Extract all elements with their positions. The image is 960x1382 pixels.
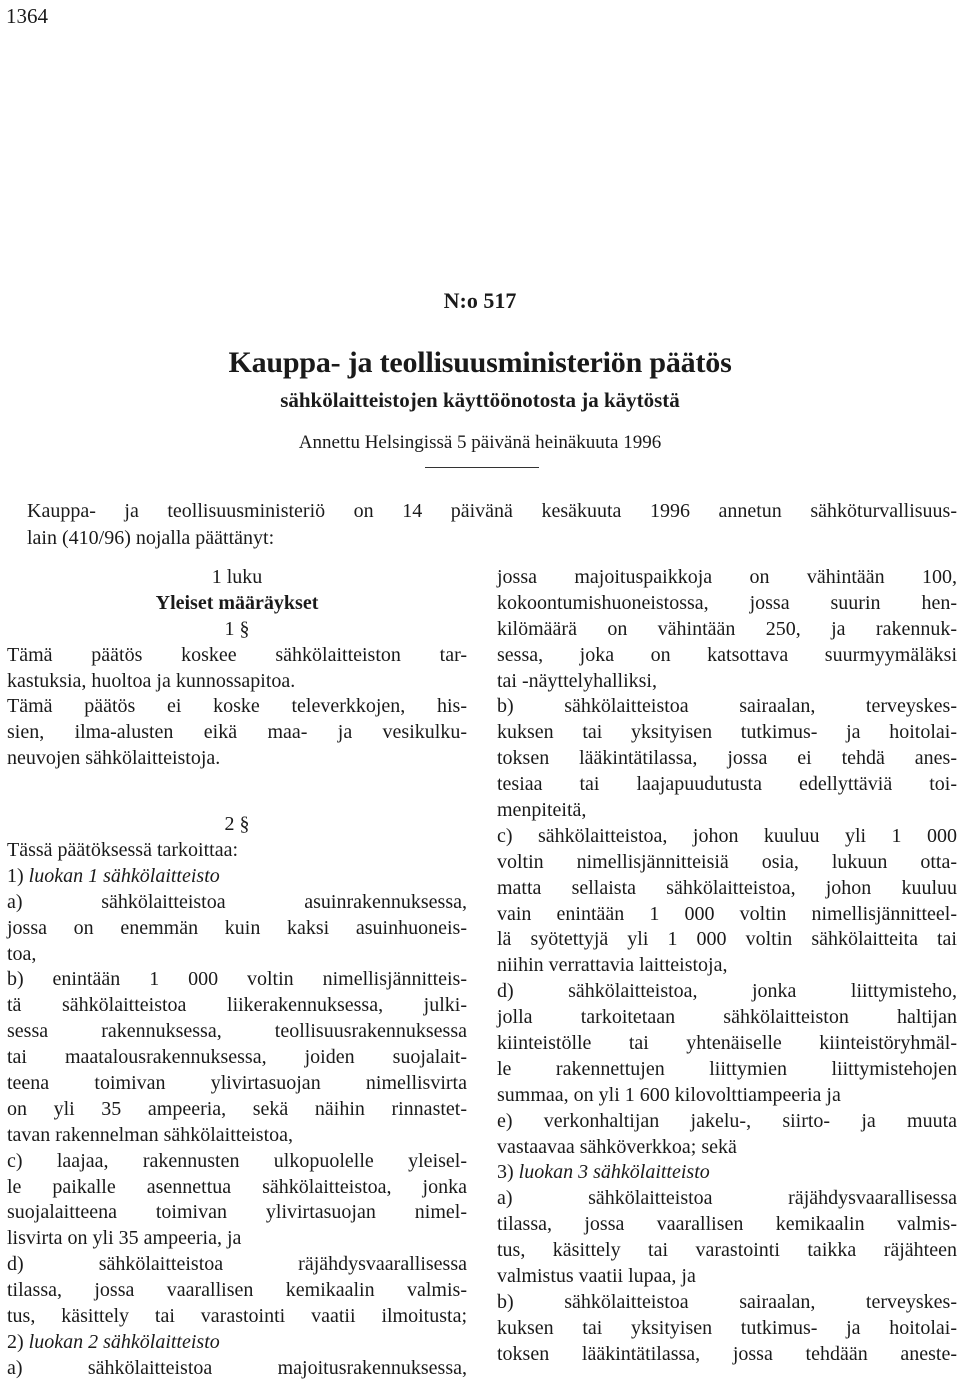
section-1-line: kastuksia, huoltoa ja kunnossapitoa. <box>7 669 296 692</box>
section-2-line: d) sähkölaitteistoa räjähdysvaarallisessa <box>7 1253 467 1276</box>
section-2-line: on yli 35 ampeeria, sekä näihin rinnastet- <box>7 1097 467 1120</box>
section-2-line: suojalaitteena toimivan ylivirtasuojan nimel- <box>7 1201 467 1224</box>
class-2-number: 2) <box>7 1330 24 1353</box>
section-2-intro: Tässä päätöksessä tarkoittaa: <box>7 839 239 862</box>
section-2-line: sessa rakennuksessa, teollisuusrakennuksessa <box>7 1020 467 1043</box>
section-2-line: a) sähkölaitteistoa majoitusrakennuksessa, <box>7 1356 467 1379</box>
class-2-heading <box>7 1330 467 1356</box>
document-subtitle: sähkölaitteistojen käyttöönotosta ja käytöstä <box>280 388 680 412</box>
section-2-line: tä sähkölaitteistoa liikerakennuksessa, julki- <box>7 994 467 1017</box>
right-line: le rakennettujen liittymien liittymistehojen <box>497 1057 957 1080</box>
right-line: summaa, on yli 1 600 kilovolttiampeeria ja <box>497 1083 841 1106</box>
right-line: tesiaa tai laajapuudutusta edellyttäviä toi- <box>497 773 957 796</box>
section-2-line: jossa on enemmän kuin kaksi asuinhuoneis- <box>7 916 467 939</box>
section-2-line: tus, käsittely tai varastointi vaatii ilmoitusta; <box>7 1305 467 1328</box>
right-line: vain enintään 1 000 voltin nimellisjännitteel- <box>497 902 957 925</box>
right-line: a) sähkölaitteistoa räjähdysvaarallisessa <box>497 1187 957 1210</box>
class-1-heading <box>7 864 467 890</box>
right-line: kiinteistölle tai yhtenäiselle kiinteistöryhmäl- <box>497 1032 957 1055</box>
right-line: tus, käsittely tai varastointi taikka räjähteen <box>497 1239 957 1262</box>
page-number: 1364 <box>6 4 48 28</box>
preamble-line: Kauppa- ja teollisuusministeriö on 14 päivänä kesäkuuta 1996 annetun sähköturvallisuus- <box>27 500 957 522</box>
chapter-title: Yleiset määräykset <box>155 591 319 614</box>
section-1-line: Tämä päätös ei koske televerkkojen, his- <box>7 695 467 718</box>
class-1-number: 1) <box>7 864 24 887</box>
section-2-line: le paikalle asennettua sähkölaitteistoa, jonka <box>7 1175 467 1198</box>
class-2-label: luokan 2 sähkölaitteisto <box>28 1330 220 1353</box>
section-1-line: Tämä päätös koskee sähkölaitteiston tar- <box>7 643 467 666</box>
right-line: sessa, joka on katsottava suurmyymäläksi <box>497 643 957 666</box>
right-line: lä syötettyjä yli 1 000 voltin sähkölaitteita tai <box>497 928 957 951</box>
right-line: niihin verrattavia laitteistoja, <box>497 954 728 977</box>
class-1-label: luokan 1 sähkölaitteisto <box>28 864 220 887</box>
document-title: Kauppa- ja teollisuusministeriön päätös <box>228 346 732 379</box>
chapter-heading: 1 luku <box>211 566 263 588</box>
right-line: jolla tarkoitetaan sähkölaitteiston haltijan <box>497 1006 957 1029</box>
issue-date-line: Annettu Helsingissä 5 päivänä heinäkuuta 1996 <box>298 432 662 453</box>
right-line: b) sähkölaitteistoa sairaalan, terveyskes- <box>497 1290 957 1313</box>
title-divider <box>425 467 539 468</box>
section-2-label: 2 § <box>224 813 250 836</box>
section-2-line: tilassa, jossa vaarallisen kemikaalin valmis- <box>7 1279 467 1302</box>
preamble-line: lain (410/96) nojalla päättänyt: <box>27 527 275 549</box>
section-2-line: a) sähkölaitteistoa asuinrakennuksessa, <box>7 890 467 913</box>
right-column <box>497 565 957 1368</box>
right-line: jossa majoituspaikkoja on vähintään 100, <box>497 566 957 588</box>
class-3-heading <box>497 1160 957 1186</box>
left-column <box>7 565 467 1382</box>
right-line: tai -näyttelyhalliksi, <box>497 669 657 692</box>
section-1-line: sien, ilma-alusten eikä maa- ja vesikulku- <box>7 721 467 744</box>
right-line: kuksen tai yksityisen tutkimus- ja hoitolai- <box>497 721 957 744</box>
right-line: d) sähkölaitteistoa, jonka liittymisteho, <box>497 980 957 1003</box>
right-line: toksen lääkintätilassa, jossa tehdään aneste- <box>497 1342 957 1365</box>
right-line: kuksen tai yksityisen tutkimus- ja hoitolai- <box>497 1316 957 1339</box>
section-2-line: b) enintään 1 000 voltin nimellisjännitteis- <box>7 968 467 991</box>
section-2-line: toa, <box>7 942 37 965</box>
document-number: N:o 517 <box>443 288 517 313</box>
preamble <box>27 498 957 552</box>
section-2-line: c) laajaa, rakennusten ulkopuolelle yleisel- <box>7 1149 467 1172</box>
right-line: menpiteitä, <box>497 799 587 822</box>
section-2-line: tavan rakennelman sähkölaitteistoa, <box>7 1123 294 1146</box>
section-1-label: 1 § <box>224 617 250 640</box>
section-2-line: tai maatalousrakennuksessa, joiden suojalait- <box>7 1046 467 1069</box>
right-line: kokoontumishuoneistossa, jossa suurin hen- <box>497 591 957 614</box>
right-line: voltin nimellisjännitteisiä osia, lukuun otta- <box>497 850 957 873</box>
right-line: b) sähkölaitteistoa sairaalan, terveyskes- <box>497 695 957 718</box>
section-2-line: teena toimivan ylivirtasuojan nimellisvirta <box>7 1072 467 1095</box>
right-line: e) verkonhaltijan jakelu-, siirto- ja muuta <box>497 1109 957 1132</box>
class-3-number: 3) <box>497 1161 514 1184</box>
section-1-line: neuvojen sähkölaitteistoja. <box>7 747 221 770</box>
right-line: matta sellaista sähkölaitteistoa, johon kuuluu <box>497 876 957 899</box>
right-line: kilömäärä on vähintään 250, ja rakennuk- <box>497 617 957 640</box>
right-line: c) sähkölaitteistoa, johon kuuluu yli 1 000 <box>497 824 957 847</box>
section-2-line: lisvirta on yli 35 ampeeria, ja <box>7 1227 242 1250</box>
right-line: tilassa, jossa vaarallisen kemikaalin valmis- <box>497 1213 957 1236</box>
right-line: toksen lääkintätilassa, jossa ei tehdä anes- <box>497 747 957 770</box>
class-3-label: luokan 3 sähkölaitteisto <box>518 1161 710 1184</box>
right-line: valmistus vaatii lupaa, ja <box>497 1265 696 1288</box>
spacer <box>7 772 467 812</box>
right-line: vastaavaa sähköverkkoa; sekä <box>497 1135 737 1158</box>
